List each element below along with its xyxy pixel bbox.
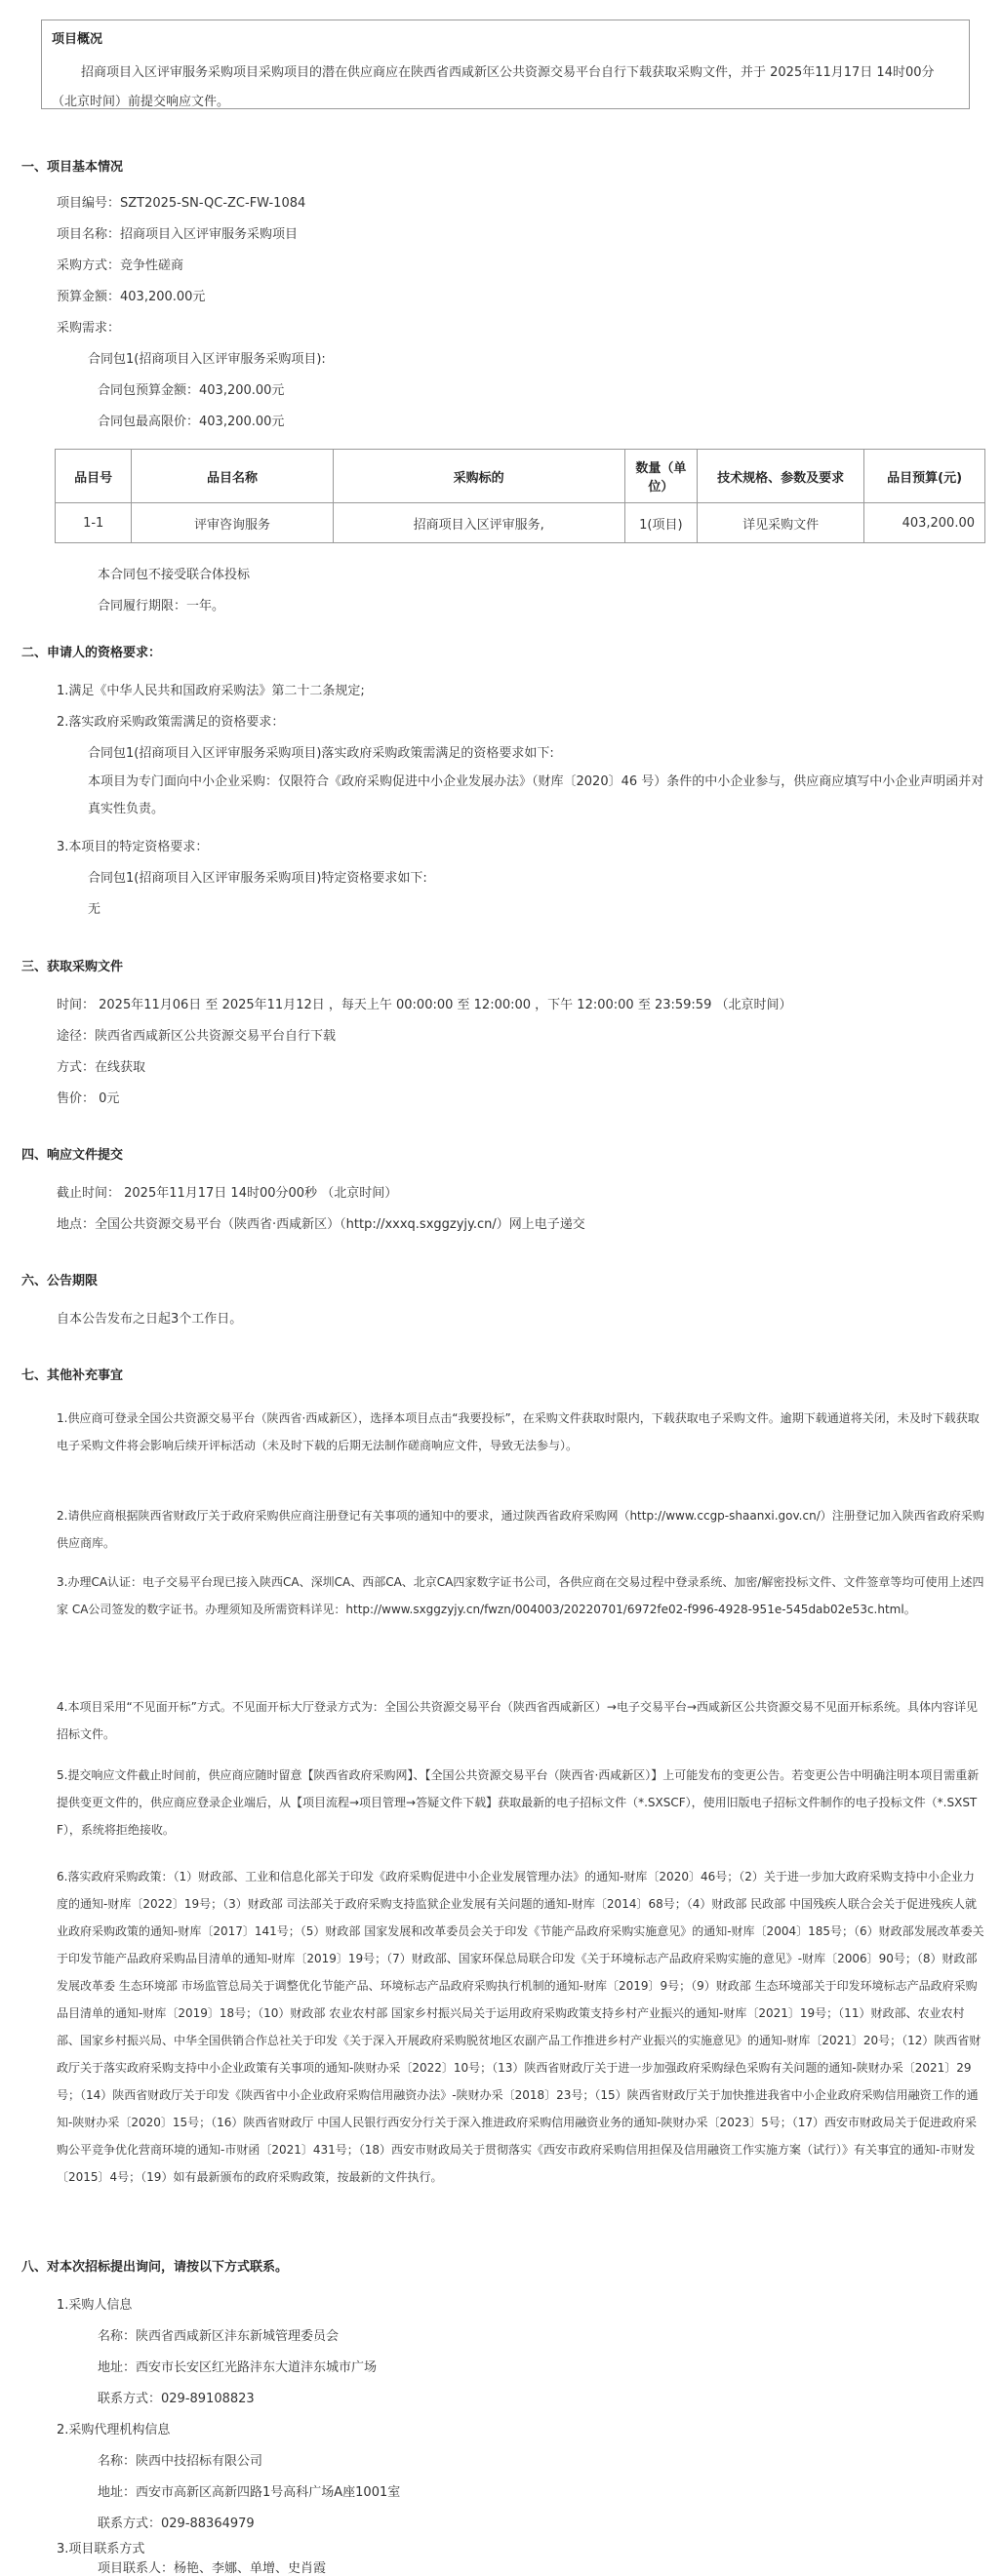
- contract-package: 合同包1(招商项目入区评审服务采购项目):: [88, 352, 326, 367]
- overview-text: 招商项目入区评审服务采购项目采购项目的潜在供应商应在陕西省西咸新区公共资源交易平台自行下载获取采购文件，并于 2025年11月17日 14时00分 （北京时间）前提交响应文件。: [52, 65, 935, 109]
- submission-address: 地点：全国公共资源交易平台（陕西省·西咸新区）（http://xxxq.sxggzyjy.cn/）网上电子递交: [57, 1217, 585, 1232]
- obtain-place: 途径：陕西省西咸新区公共资源交易平台自行下载: [57, 1029, 337, 1044]
- no-consortium: 本合同包不接受联合体投标: [98, 568, 251, 582]
- table-cell: 1-1: [56, 503, 132, 543]
- items-table: [55, 449, 985, 543]
- supplement-paragraph-5: 5.提交响应文件截止时间前，供应商应随时留意【陕西省政府采购网】、【全国公共资源交易平台（陕西省·西咸新区）】上可能发布的变更公告。若变更公告中明确注明本项目需重新提供变更文件的，供应商应登录企业端后，从【项目流程→项目管理→答疑文件下载】获取最新的电子招标文件（*.SXSCF），使用旧版电子招标文件制作的电子投标文件（*.SXSTF），系统将拒绝接收。: [57, 1768, 980, 1837]
- table-cell: 招商项目入区评审服务,: [333, 503, 624, 543]
- budget-amount: 预算金额：403,200.00元: [57, 290, 206, 304]
- section8-title: 八、对本次招标提出询问，请按以下方式联系。: [21, 2260, 289, 2275]
- package-max-price: 合同包最高限价：403,200.00元: [98, 415, 285, 429]
- buyer-info-title: 1.采购人信息: [57, 2298, 133, 2313]
- agent-info-title: 2.采购代理机构信息: [57, 2423, 171, 2437]
- submission-deadline: 截止时间： 2025年11月17日 14时00分00秒 （北京时间）: [57, 1186, 398, 1201]
- overview-box: [41, 20, 970, 109]
- qualification-item-2: 2.落实政府采购政策需满足的资格要求：: [57, 715, 285, 730]
- table-header: 品目号: [56, 450, 132, 503]
- obtain-time: 时间： 2025年11月06日 至 2025年11月12日 ，每天上午 00:00:00 至 12:00:00 ，下午 12:00:00 至 23:59:59 （北京时间）: [57, 998, 792, 1012]
- contact-people: 项目联系人：杨艳、李娜、单增、史肖霞: [98, 2561, 327, 2576]
- agent-address: 地址：西安市高新区高新四路1号高科广场A座1001室: [98, 2485, 401, 2500]
- qualification-item-3: 3.本项目的特定资格要求：: [57, 840, 209, 854]
- section4-title: 四、响应文件提交: [21, 1148, 124, 1163]
- section7-title: 七、其他补充事宜: [21, 1368, 124, 1383]
- document-price: 售价： 0元: [57, 1091, 120, 1106]
- section6-title: 六、公告期限: [21, 1274, 99, 1288]
- section1-title: 一、项目基本情况: [21, 160, 124, 175]
- table-cell: 1(项目): [624, 503, 697, 543]
- contact-title: 3.项目联系方式: [57, 2542, 145, 2556]
- contract-period: 合同履行期限：一年。: [98, 599, 225, 614]
- table-header-row: [56, 450, 985, 503]
- supplement-paragraph-1: 1.供应商可登录全国公共资源交易平台（陕西省·西咸新区），选择本项目点击“我要投标”，在采购文件获取时限内，下载获取电子采购文件。逾期下载通道将关闭，未及时下载获取电子采购文件将会影响后续开评标活动（未及时下载的后期无法制作磋商响应文件，导致无法参与）。: [57, 1411, 980, 1452]
- table-header: 采购标的: [333, 450, 624, 503]
- buyer-name: 名称：陕西省西咸新区沣东新城管理委员会: [98, 2329, 340, 2344]
- supplement-paragraph-6: 6.落实政府采购政策：（1）财政部、工业和信息化部关于印发《政府采购促进中小企业发展管理办法》的通知-财库〔2020〕46号；（2）关于进一步加大政府采购支持中小企业力度的通知-财库〔2022〕19号；（3）财政部 司法部关于政府采购支持监狱企业发展有关问题的通知-财库〔2014〕68号；（4）财政部 民政部 中国残疾人联合会关于促进残疾人就业政府采购政策的通知-财库〔2017〕141号；（5）财政部 国家发展和改革委员会关于印发《节能产品政府采购实施意见》的通知-财库〔2004〕185号；（6）财政部发展改革委关于印发节能产品政府采购品目清单的通知-财库〔2019〕19号；（7）财政部、国家环保总局联合印发《关于环境标志产品政府采购实施的意见》-财库〔2006〕90号；（8）财政部 发展改革委 生态环境部 市场监管总局关于调整优化节能产品、环境标志产品政府采购执行机制的通知-财库〔2019〕9号；（9）财政部 生态环境部关于印发环境标志产品政府采购品目清单的通知-财库〔2019〕18号；（10）财政部 农业农村部 国家乡村振兴局关于运用政府采购政策支持乡村产业振兴的通知-财库〔2021〕19号；（11）财政部、农业农村部、国家乡村振兴局、中华全国供销合作总社关于印发《关于深入开展政府采购脱贫地区农副产品工作推进乡村产业振兴的实施意见》的通知-财库〔2021〕20号；（12）陕西省财政厅关于落实政府采购支持中小企业政策有关事项的通知-陕财办采〔2022〕10号；（13）陕西省财政厅关于进一步加强政府采购绿色采购有关问题的通知-陕财办采〔2021〕29号；（14）陕西省财政厅关于印发《陕西省中小企业政府采购信用融资办法》-陕财办采〔2018〕23号；（15）陕西省财政厅关于加快推进我省中小企业政府采购信用融资工作的通知-陕财办采〔2020〕15号；（16）陕西省财政厅 中国人民银行西安分行关于深入推进政府采购信用融资业务的通知-陕财办采〔2023〕5号；（17）西安市财政局关于促进政府采购公平竞争优化营商环境的通知-市财函〔2021〕431号；（18）西安市财政局关于贯彻落实《西安市政府采购信用担保及信用融资工作实施方案（试行）》有关事宜的通知-市财发〔2015〕4号；（19）如有最新颁布的政府采购政策，按最新的文件执行。: [57, 1870, 984, 2184]
- procurement-demand: 采购需求：: [57, 321, 121, 336]
- supplement-paragraph-4: 4.本项目采用“不见面开标”方式。不见面开标大厅登录方式为：全国公共资源交易平台（陕西省西咸新区）→电子交易平台→西咸新区公共资源交易不见面开标系统。具体内容详见招标文件。: [57, 1700, 978, 1741]
- buyer-phone: 联系方式：029-89108823: [98, 2392, 255, 2406]
- package-budget: 合同包预算金额：403,200.00元: [98, 383, 285, 398]
- table-header: 技术规格、参数及要求: [697, 450, 863, 503]
- qualification-item-2-sub: 合同包1(招商项目入区评审服务采购项目)落实政府采购政策需满足的资格要求如下:: [88, 746, 554, 761]
- overview-title: 项目概况: [52, 32, 103, 47]
- project-number: 项目编号：SZT2025-SN-QC-ZC-FW-1084: [57, 196, 306, 211]
- qualification-item-3-sub: 合同包1(招商项目入区评审服务采购项目)特定资格要求如下:: [88, 871, 427, 886]
- buyer-address: 地址：西安市长安区红光路沣东大道沣东城市广场: [98, 2360, 378, 2375]
- agent-name: 名称：陕西中技招标有限公司: [98, 2454, 263, 2469]
- table-cell: 403,200.00: [864, 503, 985, 543]
- project-name: 项目名称：招商项目入区评审服务采购项目: [57, 227, 299, 242]
- table-header: 品目预算(元): [864, 450, 985, 503]
- table-cell: 详见采购文件: [697, 503, 863, 543]
- supplement-paragraph-3: 3.办理CA认证：电子交易平台现已接入陕西CA、深圳CA、西部CA、北京CA四家数字证书公司，各供应商在交易过程中登录系统、加密/解密投标文件、文件签章等均可使用上述四家 CA公司签发的数字证书。办理须知及所需资料详见：http://www.sxggzyjy.cn/fwzn/004003/20220701/6972fe02-f996-4928-951e-545dab02e53c.html。: [57, 1575, 984, 1616]
- supplement-paragraph-2: 2.请供应商根据陕西省财政厅关于政府采购供应商注册登记有关事项的通知中的要求，通过陕西省政府采购网（http://www.ccgp-shaanxi.gov.cn/）注册登记加入陕西省政府采购供应商库。: [57, 1509, 984, 1550]
- obtain-way: 方式：在线获取: [57, 1060, 146, 1075]
- table-header: 品目名称: [132, 450, 333, 503]
- qualification-item-1: 1.满足《中华人民共和国政府采购法》第二十二条规定;: [57, 684, 365, 698]
- table-row: [56, 503, 985, 543]
- section3-title: 三、获取采购文件: [21, 960, 124, 974]
- section2-title: 二、申请人的资格要求：: [21, 646, 162, 660]
- announcement-period: 自本公告发布之日起3个工作日。: [57, 1312, 243, 1327]
- table-header: 数量（单位）: [624, 450, 697, 503]
- qualification-item-3-text: 无: [88, 902, 101, 917]
- table-cell: 评审咨询服务: [132, 503, 333, 543]
- qualification-item-2-text: 本项目为专门面向中小企业采购：仅限符合《政府采购促进中小企业发展办法》（财库〔2020〕46 号）条件的中小企业参与，供应商应填写中小企业声明函并对真实性负责。: [88, 774, 984, 816]
- agent-phone: 联系方式：029-88364979: [98, 2517, 255, 2531]
- procurement-method: 采购方式：竞争性磋商: [57, 258, 184, 273]
